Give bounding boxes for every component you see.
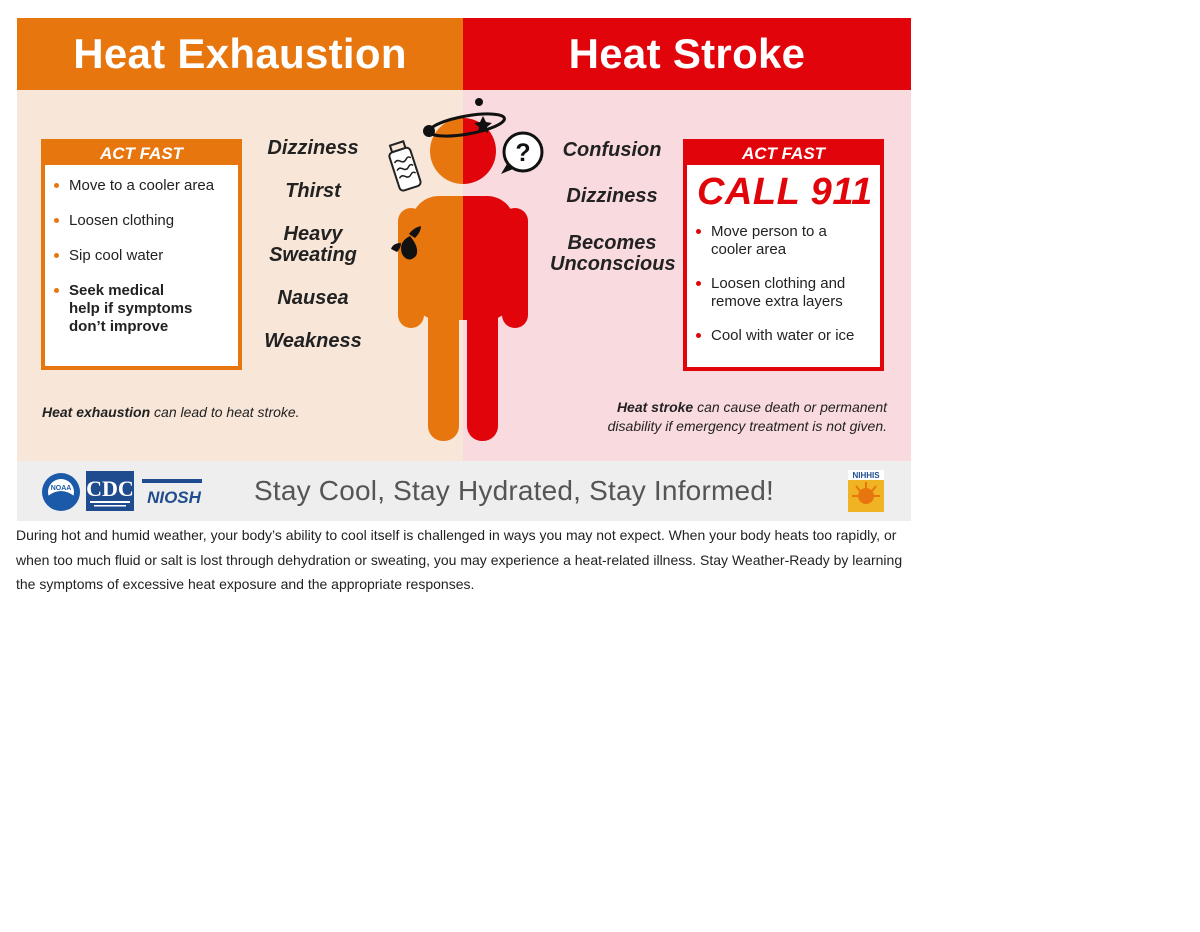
nihhis-logo <box>848 470 884 512</box>
niosh-logo-text: NIOSH <box>147 488 201 507</box>
note-text: can lead to heat stroke. <box>150 404 300 420</box>
note-bold: Heat exhaustion <box>42 404 151 420</box>
symptom-nausea: Nausea <box>277 287 349 309</box>
heat-illness-infographic <box>17 18 911 521</box>
symptom-thirst: Thirst <box>285 180 341 202</box>
heat-exhaustion-act-fast-box <box>41 139 242 370</box>
list-item: Move to a cooler area <box>45 177 238 195</box>
list-item: Cool with water or ice <box>687 327 880 345</box>
heat-exhaustion-actions <box>45 177 238 336</box>
noaa-logo <box>41 472 81 512</box>
act-fast-title: ACT FAST <box>45 143 238 165</box>
footer-bar <box>17 461 911 521</box>
heat-stroke-note <box>577 398 887 436</box>
list-item: Sip cool water <box>45 247 238 265</box>
symptom-dizziness: Dizziness <box>566 185 658 207</box>
slogan: Stay Cool, Stay Hydrated, Stay Informed! <box>254 475 775 506</box>
svg-text:?: ? <box>515 139 531 167</box>
noaa-logo-text: NOAA <box>50 485 72 492</box>
question-bubble-icon <box>501 133 542 174</box>
note-bold: Heat stroke <box>616 399 694 415</box>
water-bottle-icon <box>386 140 421 191</box>
heat-stroke-actions <box>687 223 880 345</box>
act-fast-title: ACT FAST <box>687 143 880 165</box>
list-item: Move person to a cooler area <box>687 223 831 259</box>
list-item: Seek medical help if symptoms don’t improve <box>45 282 197 336</box>
symptom-confusion: Confusion <box>562 139 662 161</box>
nihhis-logo-text: NIHHIS <box>852 471 880 480</box>
symptom-dizziness: Dizziness <box>267 137 359 159</box>
heat-exhaustion-note <box>42 403 300 422</box>
list-item: Loosen clothing and remove extra layers <box>687 275 861 311</box>
symptom-weakness: Weakness <box>264 330 362 352</box>
heat-stroke-header: Heat Stroke <box>463 18 911 90</box>
niosh-logo <box>140 477 208 507</box>
heat-stroke-act-fast-box <box>683 139 884 371</box>
heat-exhaustion-header: Heat Exhaustion <box>17 18 463 90</box>
symptom-becomes-unconscious: Becomes Unconscious <box>550 232 676 275</box>
list-item: Loosen clothing <box>45 212 238 230</box>
call-911-heading: CALL 911 <box>697 171 873 213</box>
cdc-logo-text: CDC <box>86 476 134 501</box>
symptom-heavy-sweating: Heavy Sweating <box>269 223 357 266</box>
description-paragraph: During hot and humid weather, your body’s ability to cool itself is challenged in ways you may not expect. When your body heats too rapidly, or when too much fluid or salt is lost through dehydration or sweating, you may experience a heat-related illness. Stay Weather-Ready by learning the symptoms of excessive heat exposure and the appropriate responses. <box>16 527 903 592</box>
note-text: can cause death or permanent disability if emergency treatment is not given. <box>607 399 887 434</box>
cdc-logo <box>86 471 134 511</box>
